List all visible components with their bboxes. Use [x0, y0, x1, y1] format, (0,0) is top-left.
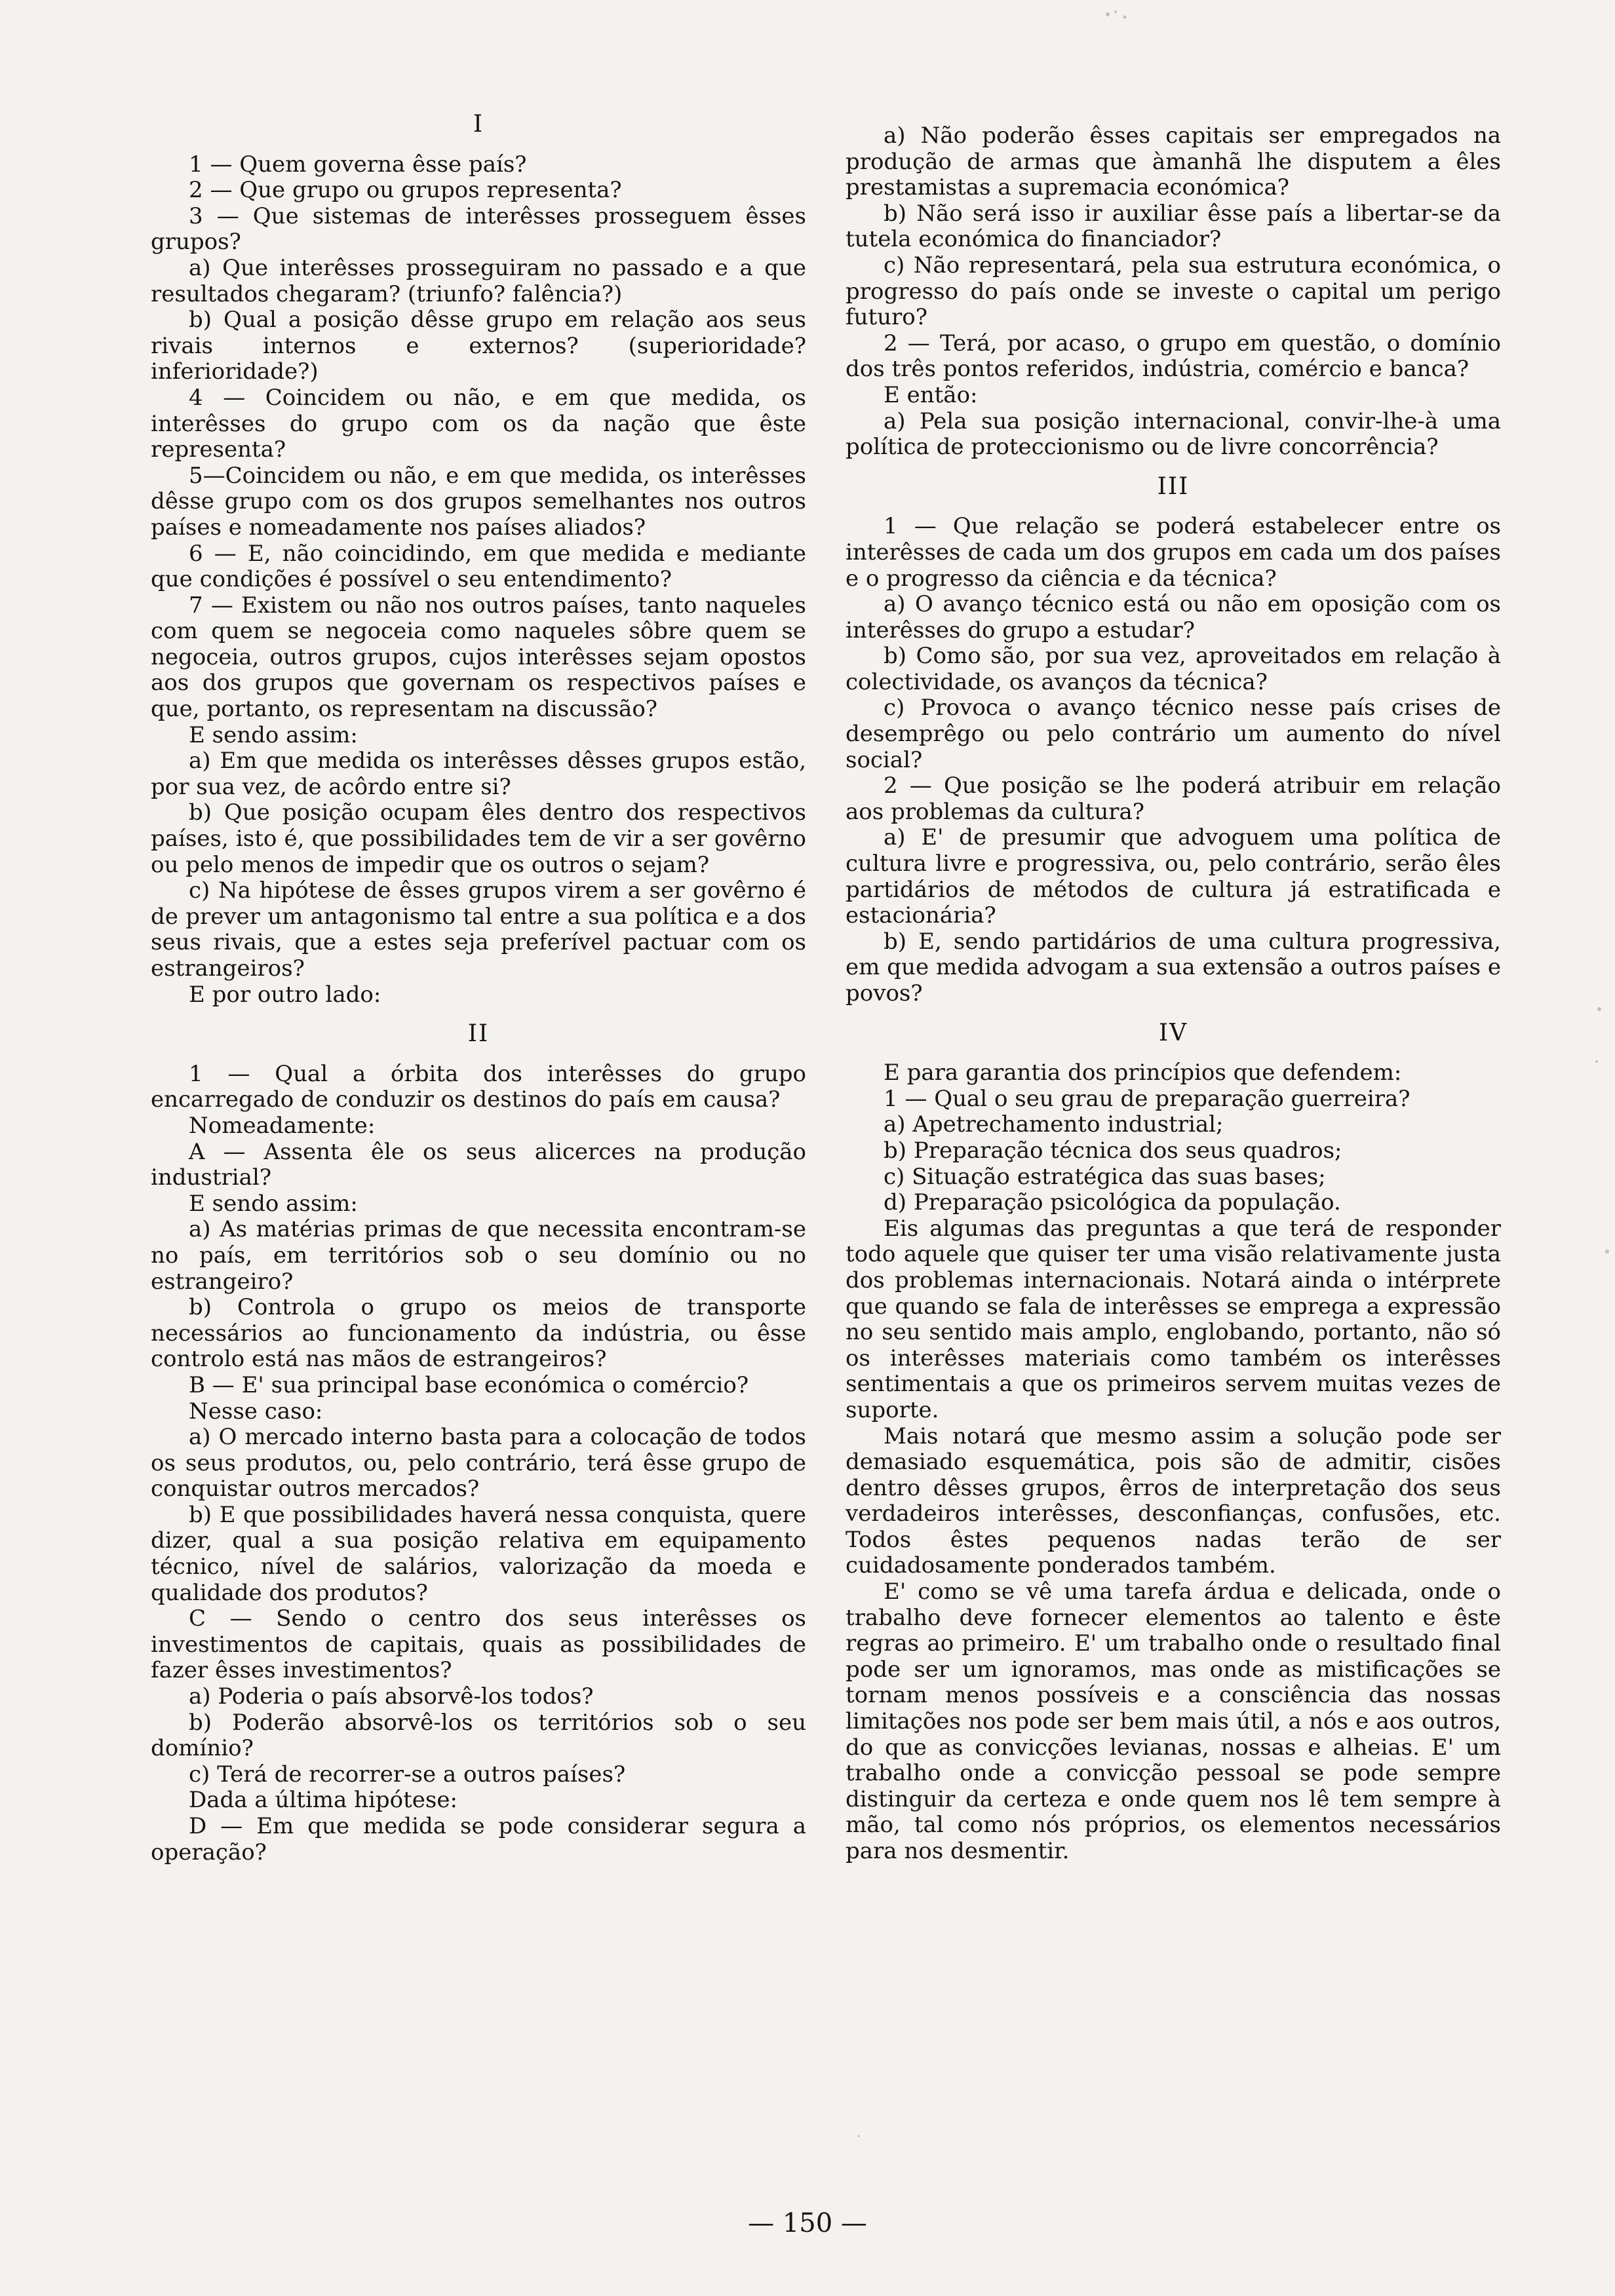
paragraph: E sendo assim: [189, 721, 358, 748]
section-heading: I [473, 111, 484, 138]
paragraph: c) Na hipótese de êsses grupos virem a ser govêrno é de prever um antagonismo tal entre a sua política e a dos seus rivais, que a estes seja preferível pactuar com os estrangeiros? [151, 877, 806, 982]
paragraph: 2 — Que posição se lhe poderá atribuir em relação aos problemas da cultura? [846, 773, 1501, 825]
section-heading: II [467, 1020, 490, 1048]
paragraph: c) Situação estratégica das suas bases; [884, 1163, 1326, 1190]
paragraph: d) Preparação psicológica da população. [884, 1189, 1341, 1216]
paragraph: b) Como são, por sua vez, aproveitados em relação à colectividade, os avanços da técnica? [846, 643, 1501, 695]
paragraph: b) Controla o grupo os meios de transporte necessários ao funcionamento da indústria, ou êsse controlo está nas mãos de estrangeiros? [151, 1294, 806, 1373]
paragraph: Nomeadamente: [189, 1112, 376, 1139]
paragraph: B — E' sua principal base económica o comércio? [189, 1371, 749, 1398]
section-heading: III [1157, 472, 1190, 500]
paragraph: c) Não representará, pela sua estrutura económica, o progresso do país onde se investe o capital um perigo futuro? [846, 252, 1501, 331]
paragraph: E' como se vê uma tarefa árdua e delicada, onde o trabalho deve fornecer elementos ao talento e êste regras ao primeiro. E' um trabalho onde o resultado final pode ser um ignoramos, mas onde as mistificações se tornam menos possíveis e a consciência das nossas limitações nos pode ser bem mais útil, a nós e aos outros, do que as convicções levianas, nossas e alheias. E' um trabalho onde a convicção pessoal se pode sempre distinguir da certeza e onde quem nos lê tem sempre à mão, tal como nós próprios, os elementos necessários para nos desmentir. [846, 1578, 1501, 1864]
page-number: — 150 — [748, 2208, 867, 2238]
paragraph: b) E, sendo partidários de uma cultura progressiva, em que medida advogam a sua extensão a outros países e povos? [846, 928, 1501, 1006]
paragraph: 6 — E, não coincidindo, em que medida e mediante que condições é possível o seu entendimento? [151, 540, 806, 593]
paragraph: C — Sendo o centro dos seus interêsses os investimentos de capitais, quais as possibilidades de fazer êsses investimentos? [151, 1605, 806, 1684]
paragraph: Mais notará que mesmo assim a solução pode ser demasiado esquemática, pois são de admitir, cisões dentro dêsses grupos, êrros de interpretação dos seus verdadeiros interêsses, desconfianças, confusões, etc. Todos êstes pequenos nadas terão de ser cuidadosamente ponderados também. [846, 1423, 1501, 1579]
paragraph: 4 — Coincidem ou não, e em que medida, os interêsses do grupo com os da nação que êste representa? [151, 384, 806, 463]
paragraph: A — Assenta êle os seus alicerces na produção industrial? [151, 1138, 806, 1191]
paragraph: 1 — Que relação se poderá estabelecer entre os interêsses de cada um dos grupos em cada um dos países e o progresso da ciência e da técnica? [846, 513, 1501, 592]
paragraph: a) O mercado interno basta para a colocação de todos os seus produtos, ou, pelo contrário, terá êsse grupo de conquistar outros mercados? [151, 1424, 806, 1502]
paragraph: b) Que posição ocupam êles dentro dos respectivos países, isto é, que possibilidades tem de vir a ser govêrno ou pelo menos de impedir que os outros o sejam? [151, 799, 806, 878]
paragraph: b) E que possibilidades haverá nessa conquista, quere dizer, qual a sua posição relativa em equipamento técnico, nível de salários, valorização da moeda e qualidade dos produtos? [151, 1501, 806, 1606]
paragraph: E para garantia dos princípios que defendem: [884, 1060, 1402, 1086]
paragraph: a) Poderia o país absorvê-los todos? [189, 1683, 594, 1710]
paragraph: b) Preparação técnica dos seus quadros; [884, 1137, 1342, 1164]
paragraph: b) Qual a posição dêsse grupo em relação aos seus rivais internos e externos? (superioridade? inferioridade?) [151, 307, 806, 385]
paragraph: a) Pela sua posição internacional, convir-lhe-à uma política de proteccionismo ou de livre concorrência? [846, 408, 1501, 461]
paragraph: a) As matérias primas de que necessita encontram-se no país, em territórios sob o seu domínio ou no estrangeiro? [151, 1216, 806, 1295]
paragraph: 3 — Que sistemas de interêsses prosseguem êsses grupos? [151, 202, 806, 256]
paragraph: 1 — Qual a órbita dos interêsses do grupo encarregado de conduzir os destinos do país em causa? [151, 1060, 806, 1113]
paragraph: c) Provoca o avanço técnico nesse país crises de desemprêgo ou pelo contrário um aumento do nível social? [846, 695, 1501, 773]
paragraph: c) Terá de recorrer-se a outros países? [189, 1761, 626, 1788]
paragraph: a) Em que medida os interêsses dêsses grupos estão, por sua vez, de acôrdo entre si? [151, 748, 806, 800]
paragraph: 7 — Existem ou não nos outros países, tanto naqueles com quem se negoceia como naqueles sôbre quem se negoceia, outros grupos, cujos interêsses sejam opostos aos dos grupos que governam os respectivos países e que, portanto, os representam na discussão? [151, 592, 806, 723]
paragraph: Nesse caso: [189, 1398, 323, 1425]
paragraph: E por outro lado: [189, 981, 381, 1008]
paragraph: 1 — Qual o seu grau de preparação guerreira? [884, 1085, 1411, 1112]
paragraph: Eis algumas das preguntas a que terá de responder todo aquele que quiser ter uma visão relativamente justa dos problemas internacionais. Notará ainda o intérprete que quando se fala de interêsses se emprega a expressão no seu sentido mais amplo, englobando, portanto, não só os interêsses materiais como também os interêsses sentimentais a que os primeiros servem muitas vezes de suporte. [846, 1215, 1501, 1423]
paragraph: b) Poderão absorvê-los os territórios sob o seu domínio? [151, 1709, 806, 1762]
paragraph: a) Apetrechamento industrial; [884, 1111, 1224, 1138]
paragraph: Dada a última hipótese: [189, 1787, 457, 1814]
paragraph: b) Não será isso ir auxiliar êsse país a libertar-se da tutela económica do financiador? [846, 200, 1501, 253]
paragraph: a) O avanço técnico está ou não em oposição com os interêsses do grupo a estudar? [846, 591, 1501, 643]
paragraph: 2 — Terá, por acaso, o grupo em questão, o domínio dos três pontos referidos, indústria, comércio e banca? [846, 330, 1501, 383]
paragraph: E então: [884, 381, 978, 408]
paragraph: a) E' de presumir que advoguem uma política de cultura livre e progressiva, ou, pelo contrário, serão êles partidários de métodos de cultura já estratificada e estacionária? [846, 824, 1501, 929]
paragraph: 5—Coincidem ou não, e em que medida, os interêsses dêsse grupo com os dos grupos semelhantes nos outros países e nomeadamente nos países aliados? [151, 462, 806, 541]
paragraph: E sendo assim: [189, 1190, 358, 1217]
paragraph: a) Não poderão êsses capitais ser empregados na produção de armas que àmanhã lhe disputem a êles prestamistas a supremacia económica? [846, 123, 1501, 201]
paragraph: 1 — Quem governa êsse país? [189, 151, 527, 178]
paragraph: D — Em que medida se pode considerar segura a operação? [151, 1813, 806, 1866]
paragraph: 2 — Que grupo ou grupos representa? [189, 177, 622, 204]
paragraph: a) Que interêsses prosseguiram no passado e a que resultados chegaram? (triunfo? falência?) [151, 254, 806, 307]
section-heading: IV [1158, 1019, 1188, 1046]
